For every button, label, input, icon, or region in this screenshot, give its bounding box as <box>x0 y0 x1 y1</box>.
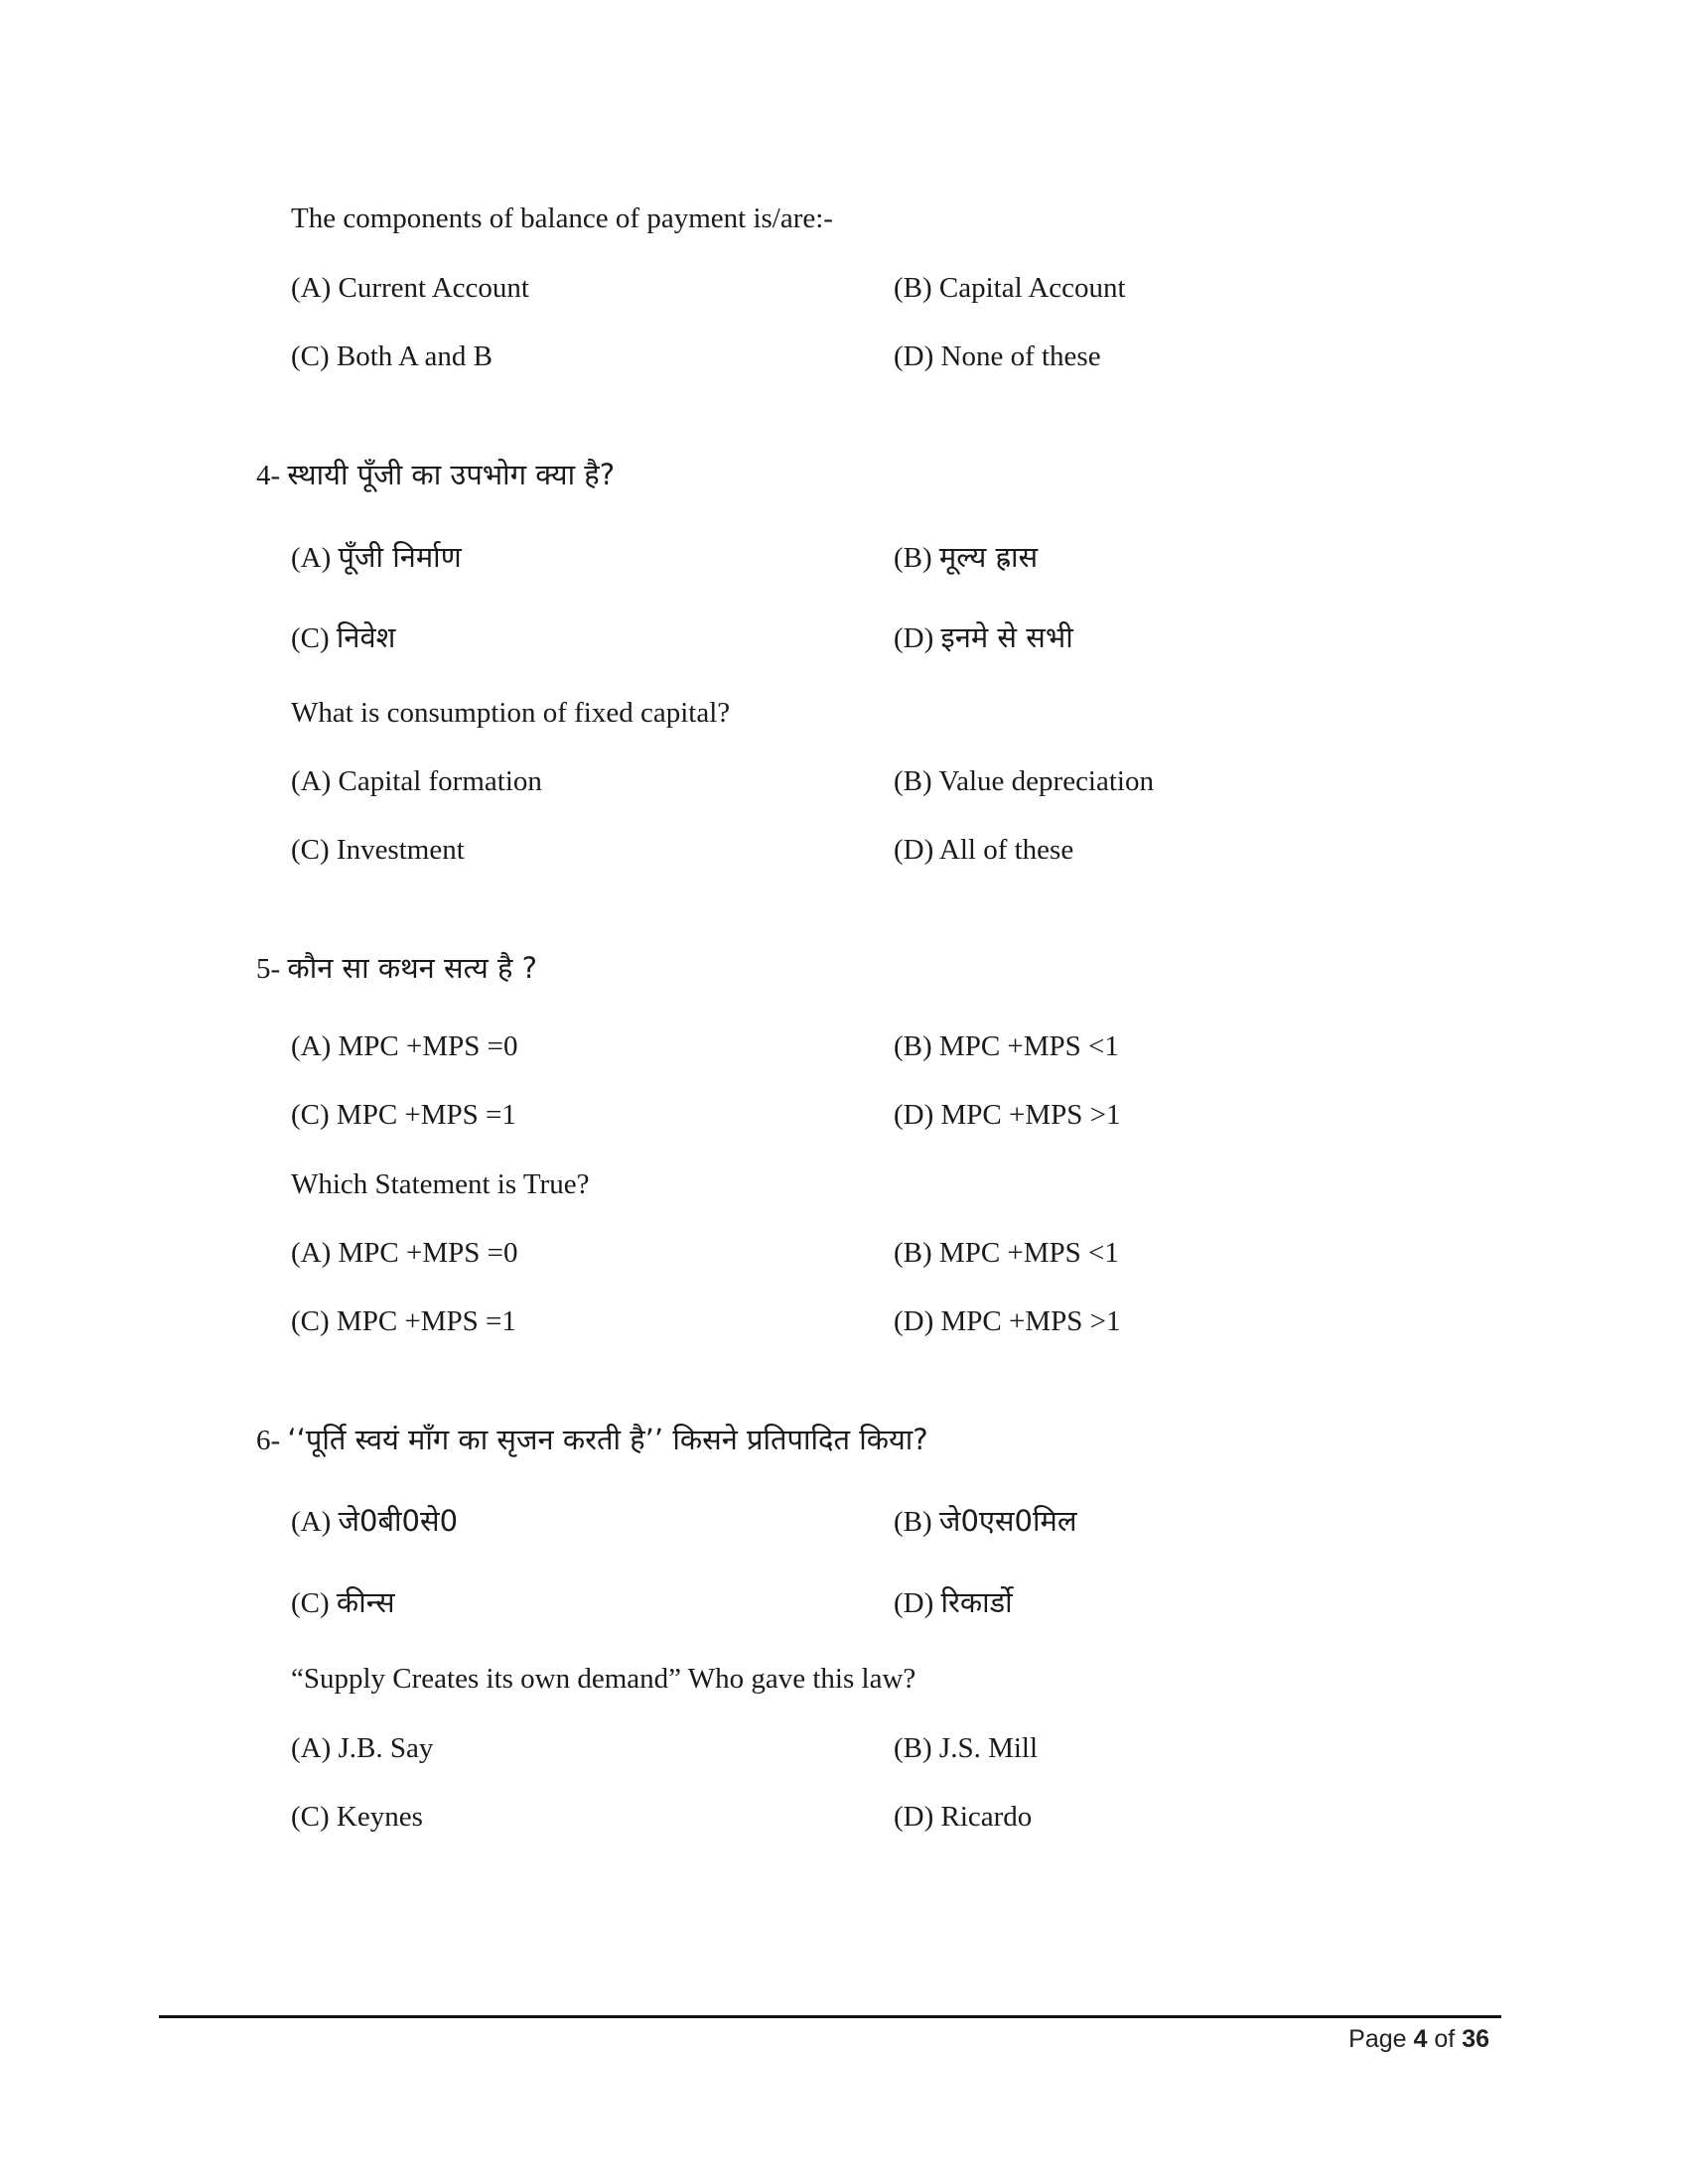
q5-hindi-question <box>256 950 537 987</box>
q6-english-option-a: (A) J.B. Say <box>291 1732 434 1764</box>
q5-english-option-a: (A) MPC +MPS =0 <box>291 1237 518 1269</box>
q5-hindi-option-c: (C) MPC +MPS =1 <box>291 1099 516 1131</box>
q4-hindi-option-d: (D) इनमे से सभी <box>894 620 1073 654</box>
q5-hindi-option-a: (A) MPC +MPS =0 <box>291 1030 518 1062</box>
q6-hindi-option-c: (C) कीन्स <box>291 1585 395 1619</box>
q5-hindi-stem: कौन सा कथन सत्य है ? <box>287 951 538 985</box>
q4-english-stem: What is consumption of fixed capital? <box>291 697 731 729</box>
q4-english-option-c: (C) Investment <box>291 834 465 866</box>
q4-hindi-stem: स्थायी पूँजी का उपभोग क्या है? <box>287 458 616 491</box>
q4-english-option-b: (B) Value depreciation <box>894 765 1154 797</box>
q3-option-b: (B) Capital Account <box>894 272 1126 304</box>
q6-hindi-option-a: (A) जे0बी0से0 <box>291 1504 459 1538</box>
q4-hindi-option-a: (A) पूँजी निर्माण <box>291 540 462 574</box>
q4-number: 4- <box>256 460 281 491</box>
q3-option-c: (C) Both A and B <box>291 341 493 372</box>
q5-hindi-option-b: (B) MPC +MPS <1 <box>894 1030 1119 1062</box>
q6-english-option-b: (B) J.S. Mill <box>894 1732 1039 1764</box>
q5-english-option-b: (B) MPC +MPS <1 <box>894 1237 1119 1269</box>
q3-option-a: (A) Current Account <box>291 272 529 304</box>
q5-number: 5- <box>256 953 281 985</box>
q4-hindi-question <box>256 457 615 493</box>
q6-hindi-question <box>256 1422 928 1458</box>
q3-option-d: (D) None of these <box>894 341 1101 372</box>
q6-hindi-option-d: (D) रिकार्डो <box>894 1585 1013 1619</box>
q4-english-option-d: (D) All of these <box>894 834 1074 866</box>
q3-english-stem: The components of balance of payment is/are:- <box>291 203 833 234</box>
q4-hindi-option-c: (C) निवेश <box>291 620 396 654</box>
q6-hindi-stem: ‘‘पूर्ति स्वयं माँग का सृजन करती है’’ किसने प्रतिपादित किया? <box>287 1423 928 1456</box>
q5-hindi-option-d: (D) MPC +MPS >1 <box>894 1099 1121 1131</box>
q6-english-option-c: (C) Keynes <box>291 1801 423 1833</box>
q6-number: 6- <box>256 1425 281 1456</box>
page-number: Page 4 of 36 <box>1348 2025 1489 2053</box>
q5-english-option-c: (C) MPC +MPS =1 <box>291 1305 516 1337</box>
q4-english-option-a: (A) Capital formation <box>291 765 542 797</box>
q6-english-option-d: (D) Ricardo <box>894 1801 1033 1833</box>
q4-hindi-option-b: (B) मूल्य ह्रास <box>894 540 1039 574</box>
q5-english-option-d: (D) MPC +MPS >1 <box>894 1305 1121 1337</box>
q6-english-stem: “Supply Creates its own demand” Who gave this law? <box>291 1663 916 1695</box>
footer-divider <box>159 2015 1501 2018</box>
q6-hindi-option-b: (B) जे0एस0मिल <box>894 1504 1077 1538</box>
q5-english-stem: Which Statement is True? <box>291 1168 590 1200</box>
